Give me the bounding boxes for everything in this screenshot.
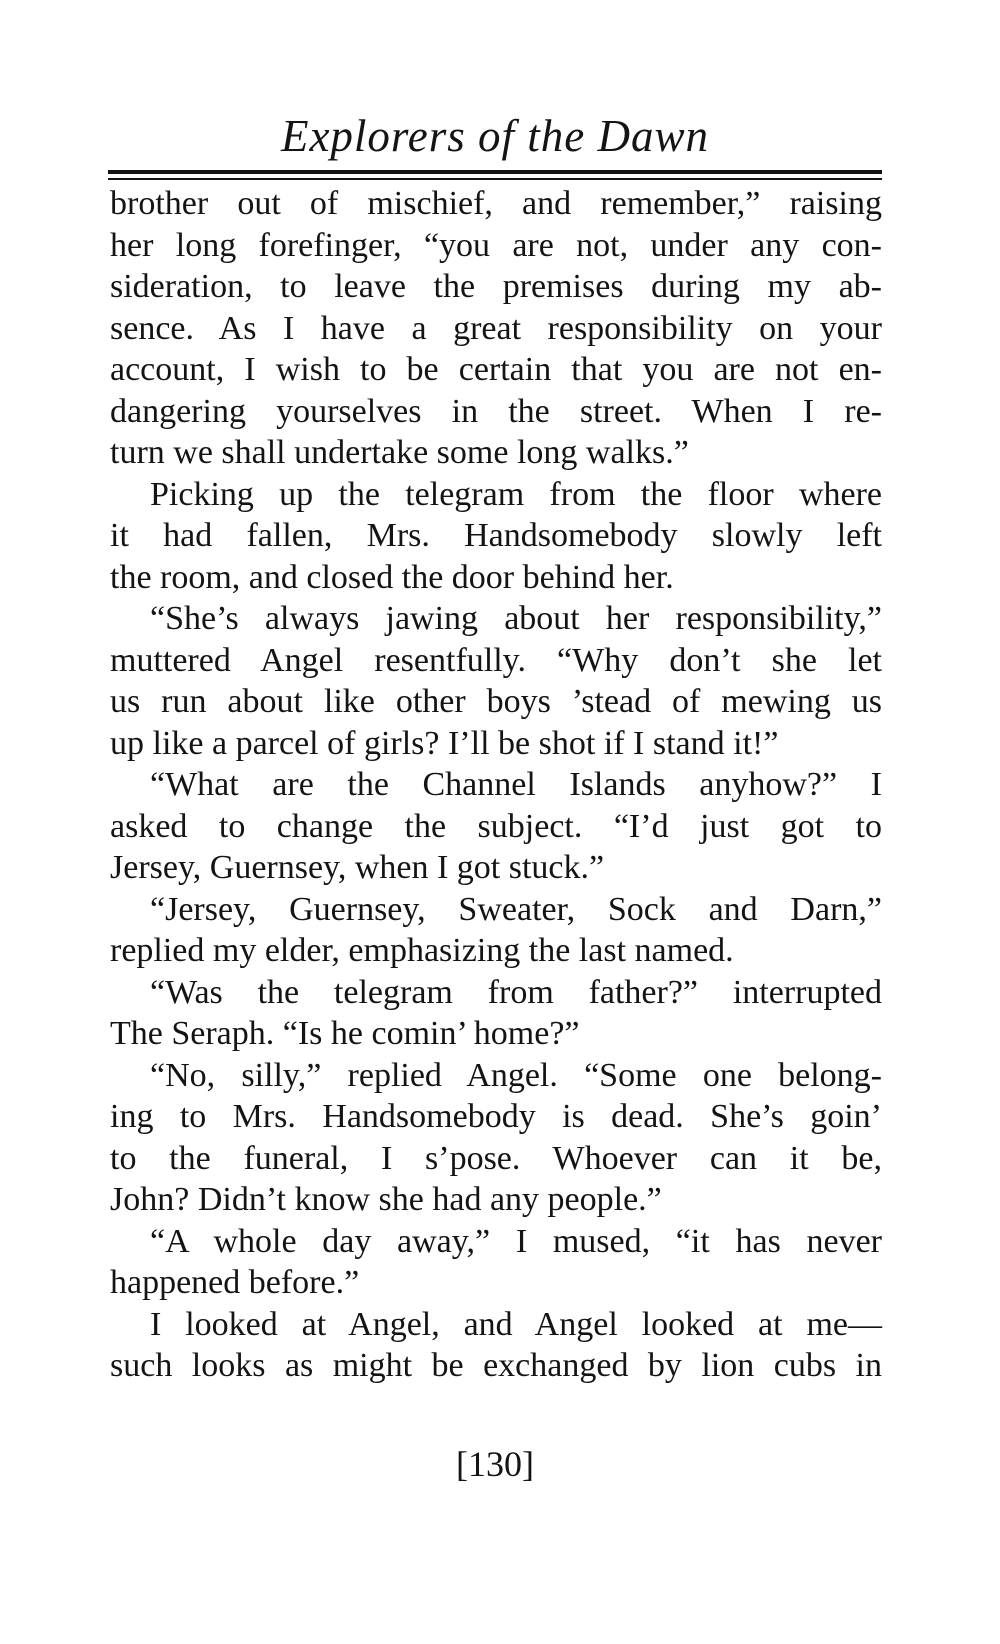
text-line: “She’s always jawing about her responsibility,” <box>150 600 882 637</box>
text-line: up like a parcel of girls? I’ll be shot if I stand it!” <box>110 724 779 762</box>
text-line: “Jersey, Guernsey, Sweater, Sock and Darn,” <box>150 890 882 928</box>
text-line: “A whole day away,” I mused, “it has never <box>150 1222 882 1260</box>
text-line: turn we shall undertake some long walks.” <box>110 434 689 471</box>
body-text <box>110 183 882 1387</box>
header-rule-thin <box>108 178 882 180</box>
text-line: The Seraph. “Is he comin’ home?” <box>110 1015 580 1052</box>
text-line: her long forefinger, “you are not, under any con- <box>110 226 882 264</box>
text-line: asked to change the subject. “I’d just got to <box>110 807 882 845</box>
text-line: sideration, to leave the premises during my ab- <box>110 268 882 305</box>
text-line: it had fallen, Mrs. Handsomebody slowly left <box>110 517 882 554</box>
text-line: such looks as might be exchanged by lion cubs in <box>110 1347 882 1384</box>
text-line: account, I wish to be certain that you are not en- <box>110 351 882 388</box>
text-line: “Was the telegram from father?” interrupted <box>150 973 882 1011</box>
text-line: replied my elder, emphasizing the last named. <box>110 932 734 969</box>
text-line: “What are the Channel Islands anyhow?” I <box>150 766 882 803</box>
text-line: Picking up the telegram from the floor where <box>150 475 882 513</box>
running-head: Explorers of the Dawn <box>280 111 710 161</box>
text-line: “No, silly,” replied Angel. “Some one belong- <box>150 1056 882 1094</box>
text-line: dangering yourselves in the street. When I re- <box>110 392 882 430</box>
text-line: to the funeral, I s’pose. Whoever can it be, <box>110 1139 882 1177</box>
text-line: I looked at Angel, and Angel looked at me— <box>150 1305 882 1343</box>
text-line: us run about like other boys ’stead of mewing us <box>110 683 882 720</box>
page-number: [130] <box>456 1444 534 1484</box>
header-rule-thick <box>108 170 882 174</box>
text-line: muttered Angel resentfully. “Why don’t she let <box>110 641 882 679</box>
text-line: the room, and closed the door behind her. <box>110 558 674 596</box>
text-line: John? Didn’t know she had any people.” <box>110 1181 662 1218</box>
text-line: sence. As I have a great responsibility on your <box>110 309 882 347</box>
text-line: brother out of mischief, and remember,” raising <box>110 185 882 222</box>
text-line: Jersey, Guernsey, when I got stuck.” <box>110 849 605 886</box>
text-line: happened before.” <box>110 1264 360 1301</box>
text-line: ing to Mrs. Handsomebody is dead. She’s goin’ <box>110 1098 882 1135</box>
